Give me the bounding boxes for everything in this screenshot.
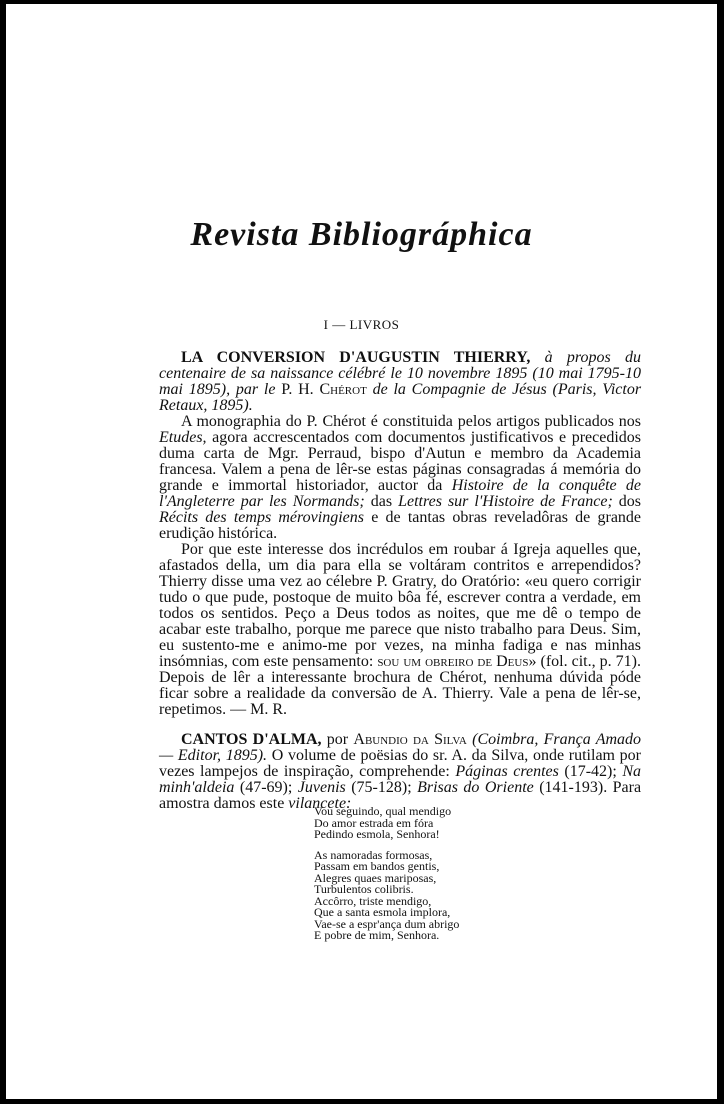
review-body <box>159 350 641 812</box>
entry1-paragraph-1 <box>159 414 641 542</box>
text: e de tantas obras reveladôras de grande erudição histórica. <box>159 509 642 542</box>
page-title: Revista Bibliográphica <box>190 216 533 253</box>
part-pages: (47-69); <box>239 779 293 796</box>
poem-line: Que a santa esmola implora, <box>314 905 451 919</box>
text: A monographia do P. Chérot é constituida pelos artigos publicados nos <box>181 413 641 430</box>
part-pages: (141-193). <box>539 779 608 796</box>
entry1-heading: LA CONVERSION D'AUGUSTIN THIERRY, <box>181 349 531 366</box>
entry1-author-name: Chérot <box>319 381 367 398</box>
text: Para amostra damos este <box>159 779 642 812</box>
poem-line: Vae-se a espr'ança dum abrigo <box>314 916 460 931</box>
poem-line: Alegres quaes mariposas, <box>314 870 437 885</box>
entry2-paragraph <box>159 732 641 812</box>
text: O volume de poësias do sr. A. da Silva, onde rutilam por vezes lampejos de inspiração, comprehende: <box>159 747 641 780</box>
section-heading: I — LIVROS <box>323 317 400 332</box>
part-title: Páginas crentes <box>455 763 559 780</box>
page <box>6 4 717 1099</box>
part-title: Brisas do Oriente <box>417 779 534 796</box>
poem <box>314 806 459 942</box>
poem-line: Vou seguindo, qual mendigo <box>314 804 452 818</box>
part-title: Juvenis <box>297 779 346 796</box>
poem-line: Do amor estrada em fóra <box>314 815 434 830</box>
journal-title: Etudes, <box>159 429 207 446</box>
text: dos <box>618 493 642 510</box>
entry1-citation-c: de la Compagnie de Jésus (Paris, Victor Retaux, 1895). <box>159 381 642 414</box>
part-title: Na minh'aldeia <box>159 763 642 796</box>
text: por <box>326 731 349 748</box>
entry1-citation-a: à propos du centenaire de sa naissance célébré le 10 novembre 1895 (10 mai 1795-10 mai 1895), <box>159 349 642 398</box>
poem-line: Accôrro, triste mendigo, <box>314 893 432 908</box>
vilancete-label: vilancete: <box>288 795 352 812</box>
part-pages: (75-128); <box>351 779 412 796</box>
poem-line: E pobre de mim, Senhora. <box>314 928 440 942</box>
part-pages: (17-42); <box>564 763 617 780</box>
entry2-heading: CANTOS D'ALMA, <box>181 731 322 748</box>
poem-line: Passam em bandos gentis, <box>314 859 440 873</box>
poem-line: Pedindo esmola, Senhora! <box>314 827 440 841</box>
work-title: Récits des temps mérovingiens <box>159 509 364 526</box>
spacer <box>159 718 641 732</box>
entry2-author: Abundio da Silva <box>353 731 467 748</box>
work-title: Lettres sur l'Histoire de France; <box>398 493 613 510</box>
text: (fol. cit., p. 71). Depois de lêr a interessante brochura de Chérot, nenhuma dúvida póde ficar sobre a realidade da conversão de A. Thierry. Vale a pena de lêr-se, repetimos. — M. R. <box>159 653 641 718</box>
quote-small-caps: sou um obreiro de Deus» <box>377 653 537 670</box>
poem-line: As namoradas formosas, <box>314 847 433 862</box>
entry1-citation <box>159 350 641 414</box>
poem-line: Turbulentos colibris. <box>314 882 414 896</box>
text: das <box>370 493 393 510</box>
work-title: Histoire de la conquête de l'Angleterre par les Normands; <box>159 477 642 510</box>
entry1-paragraph-2 <box>159 542 641 718</box>
entry1-citation-b: par le <box>235 381 276 398</box>
entry2-publisher: (Coimbra, França Amado — Editor, 1895). <box>159 731 642 764</box>
entry1-author-pre: P. H. <box>281 381 314 398</box>
text: Por que este interesse dos incrédulos em roubar á Igreja aquelles que, afastados della, um dia para ella se voltáram contritos e arrependidos? Thierry disse uma vez ao célebre P. Gratry, do Oratório: «eu quero corrigir tudo o que pude, postoque de muito bôa fé, escrever contra a verdade, em todos os sentidos. Peço a Deus todos as noites, que me dê o tempo de acabar este trabalho, porque me parece que nisto trabalho para Deus. Sim, eu sustento-me e animo-me por vezes, na minha fadiga e nas minhas insómnias, com este pensamento: <box>159 541 641 670</box>
text: agora accrescentados com documentos justificativos e precedidos duma carta de Mgr. Perraud, bispo d'Autun e membro da Academia francesa. Valem a pena de lêr-se estas páginas consagradas á memória do grande e immortal historiador, auctor da <box>159 429 641 494</box>
